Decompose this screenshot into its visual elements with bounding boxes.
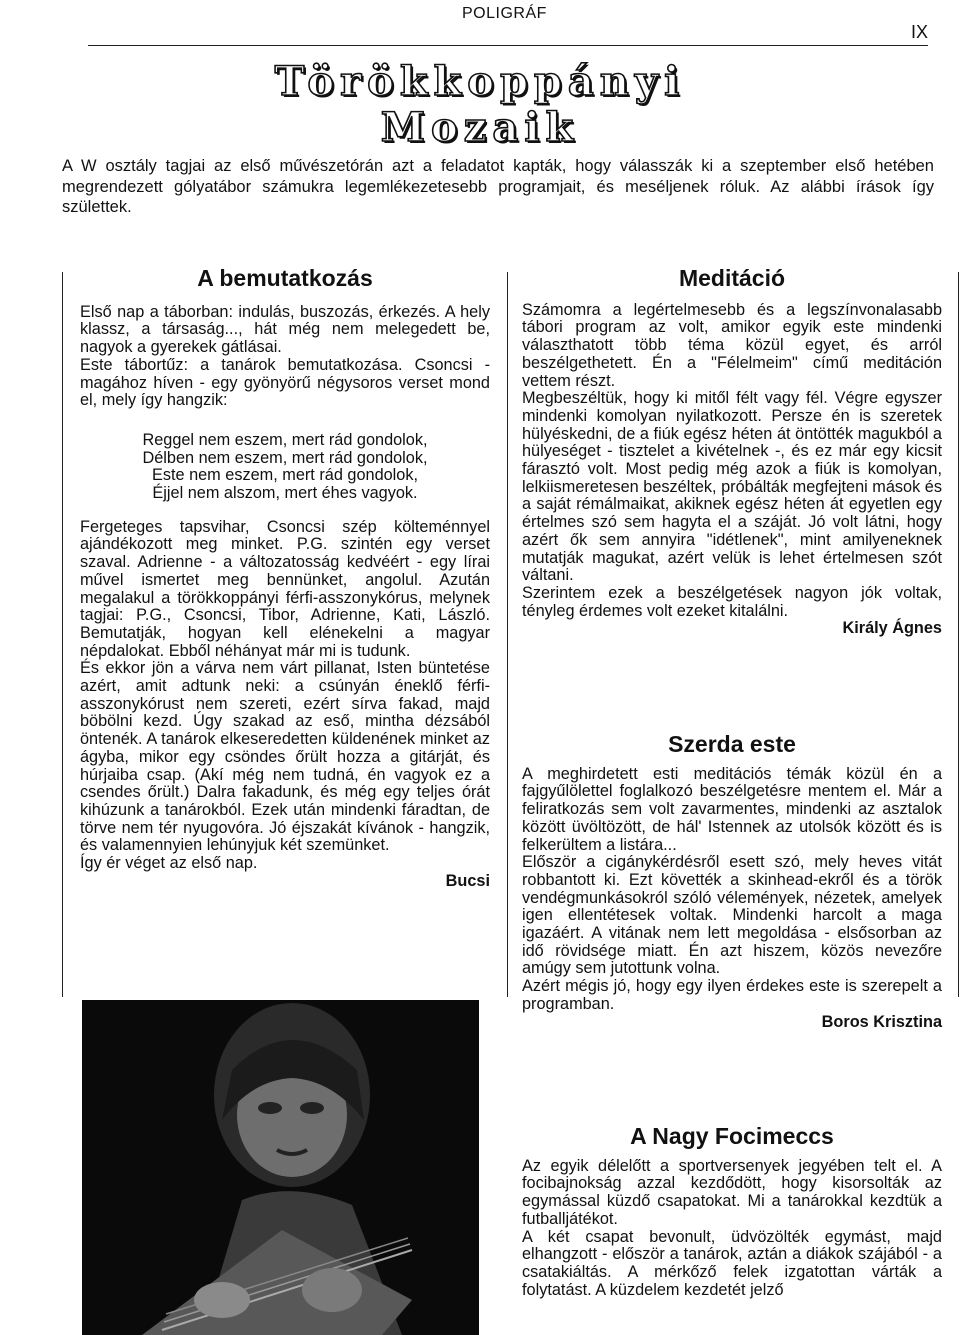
- article-title: A bemutatkozás: [197, 265, 373, 291]
- article-title: A Nagy Focimeccs: [630, 1123, 834, 1149]
- page-number: IX: [911, 22, 929, 42]
- poem-line: Délben nem eszem, mert rád gondolok,: [142, 448, 428, 467]
- paragraph: Az egyik délelőtt a sportversenyek jegyében telt el. A focibajnokság azzal kezdődött, hogy kisorsolták az egymással küzdő csapatokat. Mi a tanárokkal kezdtük a futballjátékot.: [522, 1156, 942, 1228]
- paragraph: Megbeszéltük, hogy ki mitől félt vagy fél. Végre egyszer mindenki komolyan nyilatkozott. Persze én is szeretek hülyéskedni, de a fiúk egész héten át öntötték magukból a hülyeséget - tisztelet a kivételnek -, és ez már egy kicsit fárasztó volt. Most pedig még azok a fiúk is komolyan, lelkiismeretesen beszéltek, próbálták megfejteni mások és a saját rémálmaikat, akiknek egész héten át egyetlen egy értelmes szó sem hagyta el a száját. Jó volt látni, hogy azért ők sem annyira "idétlenek", mint amilyeneknek mutatják magukat, azért velük is lehet értelmesen szót váltani.: [522, 389, 942, 585]
- paragraph: Így ér véget az első nap.: [80, 854, 258, 873]
- paragraph: Azért mégis jó, hogy egy ilyen érdekes este is szerepelt a programban.: [522, 977, 942, 1013]
- article-title: Szerda este: [668, 731, 796, 757]
- article-bemutatkozas: [80, 265, 490, 891]
- paragraph: Első nap a táborban: indulás, buszozás, érkezés. A hely klassz, a társaság..., hát még nem melegedett be, nagyok a gyerekek gátlásai.: [80, 302, 490, 357]
- masthead-line-2: Mozaik: [380, 104, 580, 151]
- paragraph: Fergeteges tapsvihar, Csoncsi szép költeménnyel ajándékozott meg minket. P.G. szintén egy verset szaval. Adrienne - a változatosság kedvéért - egy lírai művel ismertet meg bennünket, angolul. Azután megalakul a törökkoppányi férfi-asszonykórus, melynek tagjai: P.G., Csoncsi, Tibor, Adrienne, Kati, László. Bemutatják, hogyan kell elénekelni a magyar népdalokat. Ebből néhányat már mi is tudunk.: [80, 517, 490, 660]
- paragraph: És ekkor jön a várva nem várt pillanat, Isten büntetése azért, amit adtunk neki: a csúnyán éneklő férfi-asszonykórust nem szereti, ezért sírva fakad, majd böbölni kezd. Úgy szakad az eső, mintha dézsából öntenék. A tanárok elkeseredetten küldenének minket az ágyba, mikor egy csöndes őrült hozza a gitárját, és húrjaiba csap. (Akí még nem tudná, én vagyok ez a csendes őrült.) Dalra fakadunk, és még egy teljes órát kihúzunk a tanárokból. Ezek után mindenki fáradtan, de törve nem tér nyugovóra. Jó éjszakát kívánok - hangzik, és valamennyien lehúnyjuk két szemünket.: [80, 659, 490, 855]
- left-column-rule: [62, 272, 63, 997]
- paragraph: Este tábortűz: a tanárok bemutatkozása. Csoncsi - magához híven - egy gyönyörű négysoros verset mond el, mely így hangzik:: [80, 355, 490, 410]
- center-column-rule: [507, 272, 508, 997]
- section-title: POLIGRÁF: [462, 5, 547, 22]
- guitarist-photo-graphic: [82, 1000, 479, 1335]
- poem-line: Éjjel nem alszom, mert éhes vagyok.: [152, 484, 418, 503]
- paragraph: A meghirdetett esti meditációs témák közül én a fajgyűlölettel foglalkozó beszélgetésre mentem el. Már a feliratkozás sem volt zavarmentes, mindenki az asztalok között üvöltözött, de hál' Istennek az utolsók között és is felkerültem a listára...: [522, 764, 942, 854]
- right-column-rule: [958, 272, 959, 997]
- author-signature: Bucsi: [445, 871, 490, 890]
- paragraph: Először a cigánykérdésről esett szó, mely heves vitát robbantott ki. Ezt követték a skinhead-ekről és a török vendégmunkásokról szóló vélemények, nézetek, amelyek igen ellentétesek voltak. Mindenki harcolt a maga igazáért. A vitának nem lett megoldása - elsősorban az idő rövidsége miatt. Én azt hiszem, közös nevezőre amúgy sem jutottunk volna.: [522, 853, 942, 978]
- article-title: Meditáció: [678, 265, 786, 291]
- author-signature: Boros Krisztina: [821, 1012, 942, 1031]
- poem-line: Reggel nem eszem, mert rád gondolok,: [142, 430, 428, 449]
- guitarist-photo: [82, 1000, 479, 1335]
- article-meditacio: [522, 265, 942, 638]
- article-szerda-este: [522, 731, 942, 1031]
- poem-line: Este nem eszem, mert rád gondolok,: [151, 466, 419, 485]
- header-rule: [88, 45, 928, 46]
- article-focimeccs: [522, 1123, 942, 1299]
- masthead-line-1: Törökkoppányi: [274, 58, 686, 105]
- author-signature: Király Ágnes: [842, 619, 942, 638]
- intro-paragraph: A W osztály tagjai az első művészetórán azt a feladatot kapták, hogy válasszák ki a szeptember első hetében megrendezett gólyatábor számukra legemlékezetesebb programjait, és meséljenek róluk. Az alábbi írások így születtek.: [62, 157, 934, 216]
- paragraph: Szerintem ezek a beszélgetések nagyon jók voltak, tényleg érdemes volt ezeket kitalálni.: [522, 583, 942, 620]
- paragraph: A két csapat bevonult, üdvözölték egymást, majd elhangzott - először a tanárok, aztán a diákok szájából - a csatakiáltás. A mérkőző felek izgatottan várták a folytatást. A küzdelem kezdetét jelző: [522, 1227, 942, 1299]
- paragraph: Számomra a legértelmesebb és a legszínvonalasabb tábori program az volt, amikor egyik este mindenki választhatott több téma közül egyet, és arról beszélgethetett. Én a "Félelmeim" című meditáción vettem részt.: [522, 300, 942, 390]
